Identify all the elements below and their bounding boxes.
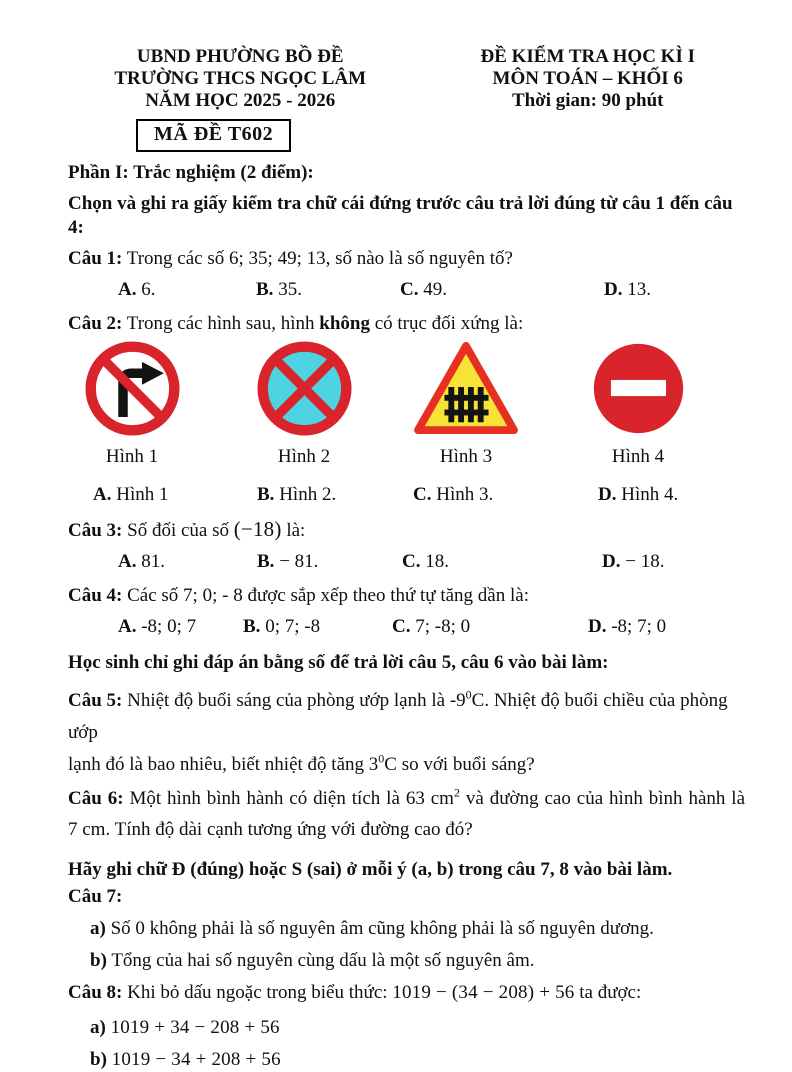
no-right-turn-sign-icon xyxy=(85,340,180,437)
q4-option-c-value: 7; -8; 0 xyxy=(415,616,471,637)
question-6-sup: 2 xyxy=(453,785,460,800)
q3-option-d xyxy=(602,551,664,573)
question-4-text: Các số 7; 0; - 8 được sắp xếp theo thứ tự tăng dần là: xyxy=(127,585,529,606)
question-3-options xyxy=(68,551,745,575)
q2-option-a xyxy=(93,484,168,506)
question-5-line1b: C. Nhiệt độ buổi chiều của phòng ướp xyxy=(68,690,728,743)
q8-item-b-expression: 1019 − 34 + 208 + 56 xyxy=(111,1049,281,1070)
question-3 xyxy=(68,517,745,543)
q7-item-a-text: Số 0 không phải là số nguyên âm cũng không phải là số nguyên dương. xyxy=(110,918,654,939)
figure-2-cell xyxy=(224,340,384,469)
q2-option-a-value: Hình 1 xyxy=(116,484,169,505)
question-3-label: Câu 3: xyxy=(68,520,123,541)
q1-option-d xyxy=(604,279,651,301)
header-school-block xyxy=(68,46,412,112)
q2-option-c xyxy=(413,484,493,506)
question-5-sup2: 0 xyxy=(378,751,385,766)
question-1 xyxy=(68,247,745,271)
q4-option-b-letter: B. xyxy=(243,616,261,637)
q8-item-a-expression: 1019 + 34 − 208 + 56 xyxy=(110,1017,280,1038)
question-3-text-post: là: xyxy=(281,520,306,541)
q3-option-b-value: − 81. xyxy=(279,551,319,572)
question-6-line2: 7 cm. Tính độ dài cạnh tương ứng với đường cao đó? xyxy=(68,819,473,840)
q3-option-b-letter: B. xyxy=(257,551,275,572)
q2-option-a-letter: A. xyxy=(93,484,112,505)
q1-option-c-value: 49. xyxy=(423,279,447,300)
exam-code-box: MÃ ĐỀ T602 xyxy=(136,119,291,152)
q1-option-a xyxy=(118,279,155,301)
question-4-label: Câu 4: xyxy=(68,585,123,606)
q8-item-b-letter: b) xyxy=(90,1049,107,1070)
q1-option-a-letter: A. xyxy=(118,279,137,300)
q8-item-a-letter: a) xyxy=(90,1017,106,1038)
q1-option-b-letter: B. xyxy=(256,279,274,300)
question-4 xyxy=(68,584,745,608)
q4-option-b-value: 0; 7; -8 xyxy=(265,616,321,637)
q3-option-a xyxy=(118,551,165,573)
question-1-text: Trong các số 6; 35; 49; 13, số nào là số nguyên tố? xyxy=(126,248,513,269)
q1-option-c-letter: C. xyxy=(400,279,419,300)
q1-option-a-value: 6. xyxy=(141,279,156,300)
question-6-line1b: và đường cao của hình bình hành là xyxy=(465,788,746,809)
question-5-sup1: 0 xyxy=(465,687,472,702)
q2-option-b-letter: B. xyxy=(257,484,275,505)
q3-option-c-letter: C. xyxy=(402,551,421,572)
q1-option-d-letter: D. xyxy=(604,279,623,300)
header-school-line: TRƯỜNG THCS NGỌC LÂM xyxy=(114,68,367,89)
question-2-options xyxy=(68,484,745,508)
question-5-line1a: Nhiệt độ buổi sáng của phòng ướp lạnh là -9 xyxy=(127,690,466,711)
question-7-item-a xyxy=(68,916,745,941)
q4-option-d-value: -8; 7; 0 xyxy=(611,616,667,637)
question-8-expression: 1019 − (34 − 208) + 56 xyxy=(392,982,575,1003)
header-exam-title: ĐỀ KIỂM TRA HỌC KÌ I xyxy=(480,46,695,67)
q3-option-a-value: 81. xyxy=(141,551,165,572)
question-4-options xyxy=(68,616,745,640)
note-q5-q6: Học sinh chỉ ghi đáp án bằng số để trả lời câu 5, câu 6 vào bài làm: xyxy=(68,652,609,673)
figure-1-cell xyxy=(52,340,212,469)
q3-option-c xyxy=(402,551,449,573)
question-6 xyxy=(68,783,745,845)
question-8-text-post: ta được: xyxy=(574,982,642,1003)
question-3-text-pre: Số đối của số xyxy=(127,520,234,541)
figure-4-cell xyxy=(558,340,718,469)
figure-4-caption: Hình 4 xyxy=(611,446,665,467)
question-8-item-a xyxy=(68,1015,745,1040)
q1-option-d-value: 13. xyxy=(627,279,651,300)
railway-crossing-sign-icon xyxy=(412,340,520,437)
header-exam-block xyxy=(430,46,745,112)
question-5-line2a: lạnh đó là bao nhiêu, biết nhiệt độ tăng 3 xyxy=(68,754,379,775)
question-2 xyxy=(68,312,745,336)
no-stopping-sign-icon xyxy=(257,340,352,437)
q4-option-d xyxy=(588,616,666,638)
question-1-options xyxy=(68,279,745,303)
question-8-label: Câu 8: xyxy=(68,982,123,1003)
question-6-line1 xyxy=(68,783,745,814)
q1-option-c xyxy=(400,279,447,301)
header-authority-line: UBND PHƯỜNG BỒ ĐỀ xyxy=(136,46,344,67)
q7-item-a-letter: a) xyxy=(90,918,106,939)
figure-2-caption: Hình 2 xyxy=(277,446,331,467)
figure-1-caption: Hình 1 xyxy=(105,446,159,467)
question-2-bold-word: không xyxy=(319,313,370,334)
q2-option-d-value: Hình 4. xyxy=(621,484,679,505)
q2-option-b-value: Hình 2. xyxy=(279,484,337,505)
q2-option-d xyxy=(598,484,678,506)
header-exam-subject: MÔN TOÁN – KHỐI 6 xyxy=(492,68,683,89)
q4-option-a xyxy=(118,616,196,638)
q3-option-c-value: 18. xyxy=(425,551,449,572)
question-1-label: Câu 1: xyxy=(68,248,123,269)
question-6-label: Câu 6: xyxy=(68,788,124,809)
q4-option-b xyxy=(243,616,320,638)
figure-3-cell xyxy=(386,340,546,469)
q2-option-c-letter: C. xyxy=(413,484,432,505)
question-2-text-pre: Trong các hình sau, hình xyxy=(126,313,320,334)
question-5 xyxy=(68,685,745,781)
q3-option-a-letter: A. xyxy=(118,551,137,572)
question-7-item-b xyxy=(68,948,745,973)
q4-option-c xyxy=(392,616,470,638)
q4-option-a-value: -8; 0; 7 xyxy=(141,616,197,637)
question-2-text-post: có trục đối xứng là: xyxy=(369,313,524,334)
q4-option-c-letter: C. xyxy=(392,616,411,637)
question-3-math: (−18) xyxy=(233,517,282,541)
no-entry-sign-icon xyxy=(591,340,686,437)
question-8 xyxy=(68,981,745,1005)
q2-option-c-value: Hình 3. xyxy=(436,484,494,505)
q7-item-b-letter: b) xyxy=(90,950,107,971)
q4-option-d-letter: D. xyxy=(588,616,607,637)
q3-option-b xyxy=(257,551,318,573)
q4-option-a-letter: A. xyxy=(118,616,137,637)
header-schoolyear-line: NĂM HỌC 2025 - 2026 xyxy=(145,90,336,111)
document-header xyxy=(68,46,745,112)
question-8-text-pre: Khi bỏ dấu ngoặc trong biểu thức: xyxy=(127,982,393,1003)
question-2-label: Câu 2: xyxy=(68,313,123,334)
q1-option-b-value: 35. xyxy=(278,279,302,300)
q2-option-d-letter: D. xyxy=(598,484,617,505)
question-6-line1a: Một hình bình hành có diện tích là 63 cm xyxy=(129,788,454,809)
question-5-label: Câu 5: xyxy=(68,690,123,711)
part1-title: Phần I: Trắc nghiệm (2 điểm): xyxy=(68,162,314,183)
q3-option-d-letter: D. xyxy=(602,551,621,572)
figure-3-caption: Hình 3 xyxy=(439,446,493,467)
q2-option-b xyxy=(257,484,336,506)
question-7-label: Câu 7: xyxy=(68,886,123,907)
part1-instruction: Chọn và ghi ra giấy kiểm tra chữ cái đứng trước câu trả lời đúng từ câu 1 đến câu 4: xyxy=(68,193,733,238)
q7-item-b-text: Tổng của hai số nguyên cùng dấu là một số nguyên âm. xyxy=(111,950,535,971)
question-5-line2b: C so với buổi sáng? xyxy=(384,754,535,775)
q1-option-b xyxy=(256,279,302,301)
header-exam-duration: Thời gian: 90 phút xyxy=(511,90,664,111)
note-q7-q8: Hãy ghi chữ Đ (đúng) hoặc S (sai) ở mỗi ý (a, b) trong câu 7, 8 vào bài làm. xyxy=(68,859,673,880)
question-2-figures xyxy=(68,340,745,476)
q3-option-d-value: − 18. xyxy=(625,551,665,572)
question-8-item-b xyxy=(68,1047,745,1072)
